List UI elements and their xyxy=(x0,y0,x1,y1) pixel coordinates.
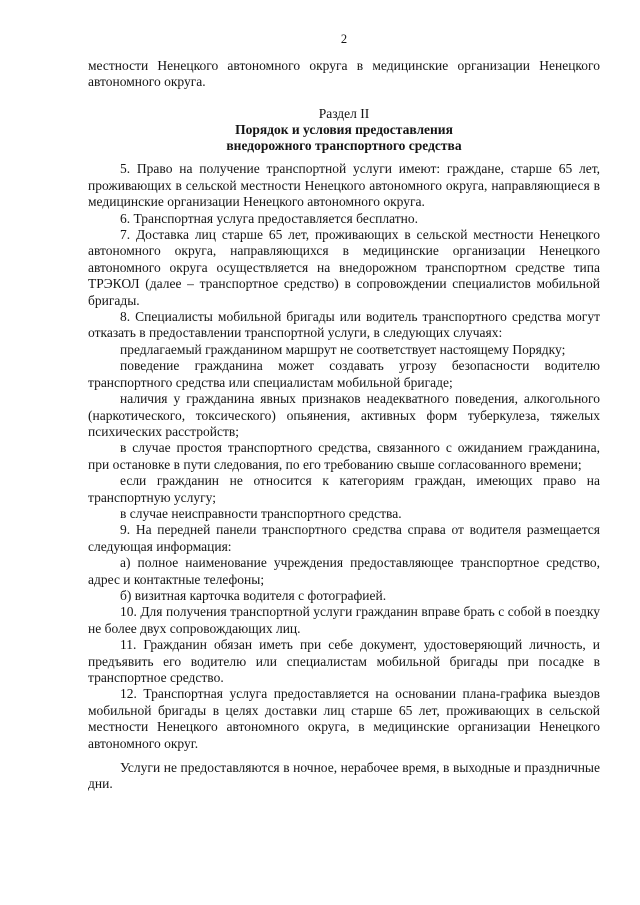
section-heading xyxy=(88,106,600,155)
section-title-line-1: Порядок и условия предоставления xyxy=(235,122,453,138)
clause-10: 10. Для получения транспортной услуги гражданин вправе брать с собой в поездку не более двух сопровождающих лиц. xyxy=(88,604,600,636)
clause-9: 9. На передней панели транспортного средства справа от водителя размещается следующая информация: xyxy=(88,522,600,554)
document-body xyxy=(88,58,600,793)
clause-7: 7. Доставка лиц старше 65 лет, проживающих в сельской местности Ненецкого автономного округа, направляющихся в медицинские организации Ненецкого автономного округа осуществляется на внедорожном транспортном средстве типа ТРЭКОЛ (далее – транспортное средство) в сопровождении специалистов мобильной бригады. xyxy=(88,227,600,308)
section-title-line-2: внедорожного транспортного средства xyxy=(226,138,462,154)
clause-5: 5. Право на получение транспортной услуги имеют: граждане, старше 65 лет, проживающих в сельской местности Ненецкого автономного округа, направляющиеся в медицинские организации Ненецкого автономного округа. xyxy=(88,161,600,210)
clause-9-item-a: а) полное наименование учреждения предоставляющее транспортное средство, адрес и контактные телефоны; xyxy=(88,555,600,587)
clause-8: 8. Специалисты мобильной бригады или водитель транспортного средства могут отказать в предоставлении транспортной услуги, в следующих случаях: xyxy=(88,309,600,341)
closing-paragraph: Услуги не предоставляются в ночное, нерабочее время, в выходные и праздничные дни. xyxy=(88,760,600,792)
clause-12: 12. Транспортная услуга предоставляется на основании плана-графика выездов мобильной бригады в целях доставки лиц старше 65 лет, проживающих в сельской местности Ненецкого автономного округа, в медицинские организации Ненецкого автономного округ. xyxy=(88,686,600,751)
clause-9-item-b: б) визитная карточка водителя с фотографией. xyxy=(120,587,387,603)
refusal-reason-1: предлагаемый гражданином маршрут не соответствует настоящему Порядку; xyxy=(120,341,566,357)
section-label: Раздел II xyxy=(318,105,370,121)
clause-6: 6. Транспортная услуга предоставляется бесплатно. xyxy=(120,210,419,226)
intro-paragraph: местности Ненецкого автономного округа в медицинские организации Ненецкого автономного округа. xyxy=(88,58,600,90)
clause-11: 11. Гражданин обязан иметь при себе документ, удостоверяющий личность, и предъявить его водителю или специалистам мобильной бригады при посадке в транспортное средство. xyxy=(88,637,600,686)
refusal-reason-4: в случае простоя транспортного средства, связанного с ожиданием гражданина, при остановке в пути следования, по его требованию свыше согласованного времени; xyxy=(88,440,600,472)
refusal-reason-6: в случае неисправности транспортного средства. xyxy=(120,505,402,521)
page-number: 2 xyxy=(340,32,348,46)
refusal-reason-2: поведение гражданина может создавать угрозу безопасности водителю транспортного средства или специалистам мобильной бригаде; xyxy=(88,358,600,390)
refusal-reason-3: наличия у гражданина явных признаков неадекватного поведения, алкогольного (наркотического, токсического) опьянения, активных форм туберкулеза, тяжелых психических расстройств; xyxy=(88,391,600,439)
refusal-reason-5: если гражданин не относится к категориям граждан, имеющих право на транспортную услугу; xyxy=(88,473,600,505)
